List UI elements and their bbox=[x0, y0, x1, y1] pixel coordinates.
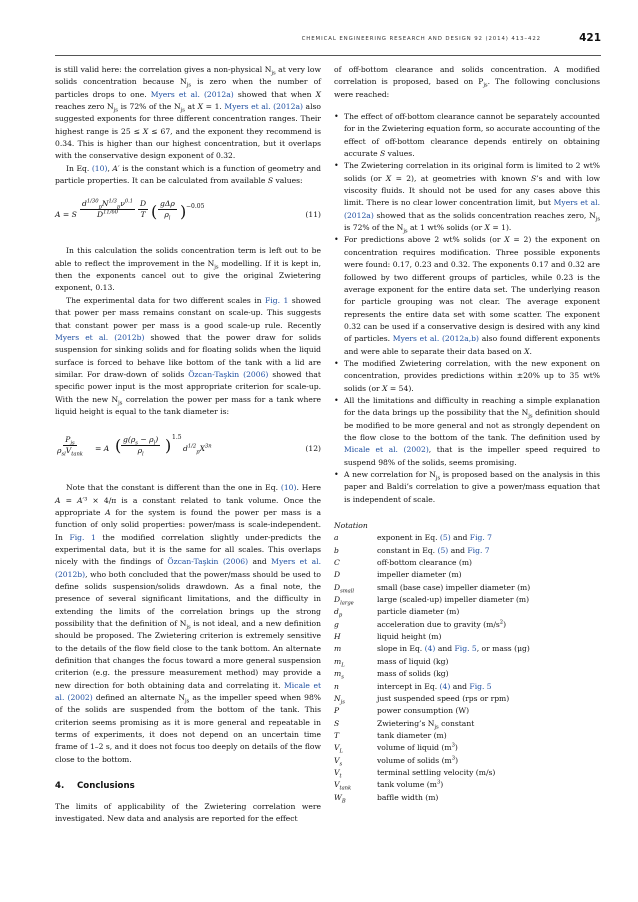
text-run: large (scaled-up) impeller diameter (m) bbox=[377, 595, 530, 605]
text-run: The Zwietering correlation in its original form is limited to 2 wt% solids (or bbox=[344, 161, 600, 183]
notation-row bbox=[334, 718, 600, 730]
text-run: small bbox=[340, 588, 355, 595]
text-run: of off-bottom clearance and solids concentration. A modified correlation is proposed, based on P bbox=[334, 65, 600, 87]
text-run: 3 bbox=[436, 779, 441, 786]
notation-symbol bbox=[334, 545, 377, 557]
paragraph bbox=[55, 64, 321, 163]
notation-row bbox=[334, 705, 600, 717]
text-run: , who both concluded that the power/mass should be used to define solids suspension/solids drawdown. As a final note, the presence of several significant limitations, and the difficulty in extending the limits of the correlation brings up the strong possibility that the definition of N bbox=[55, 569, 321, 629]
notation-definition bbox=[377, 569, 600, 581]
text-run: showed that specific power input is the most appropriate criterion for scale-up. With the new N bbox=[55, 369, 321, 404]
text-run: X bbox=[197, 102, 204, 112]
notation-symbol bbox=[334, 656, 377, 668]
list-item bbox=[334, 358, 600, 395]
text-run: js bbox=[403, 228, 408, 235]
text-run: defined an alternate N bbox=[92, 693, 185, 703]
text-run: = 1. bbox=[203, 102, 225, 112]
text-run: js bbox=[595, 216, 600, 223]
notation-symbol bbox=[334, 792, 377, 804]
text-run: X bbox=[504, 235, 510, 245]
text-run: constant in Eq. bbox=[377, 545, 438, 555]
text-run: The modified Zwietering correlation, with the new exponent on concentration, provides predictions within ±20% up to 35 wt% solids (or bbox=[344, 358, 600, 393]
eq12-equals-a: = A bbox=[95, 444, 110, 454]
text-run: , bbox=[107, 163, 113, 173]
text-run: and bbox=[450, 681, 470, 691]
text-run: slope in Eq. bbox=[377, 644, 425, 654]
citation-link[interactable]: Myers et al. (2012b) bbox=[55, 557, 321, 579]
text-run: S bbox=[530, 173, 537, 183]
text-run: js bbox=[435, 475, 441, 482]
text-run: off-bottom clearance (m) bbox=[377, 558, 473, 568]
text-run: exponent in Eq. bbox=[377, 533, 440, 543]
text-run: small (base case) impeller diameter (m) bbox=[377, 582, 531, 592]
list-item bbox=[334, 111, 600, 160]
text-run: correlation the power per mass for a tank where liquid height is equal to the tank diameter is: bbox=[55, 394, 322, 416]
citation-link[interactable]: Fig. 1 bbox=[69, 532, 96, 542]
eq11-exponent: −0.05 bbox=[186, 203, 205, 211]
text-run: js bbox=[118, 400, 123, 407]
notation-definition bbox=[377, 631, 600, 643]
notation-row bbox=[334, 755, 600, 767]
text-run: In Eq. bbox=[66, 163, 92, 173]
notation-symbol bbox=[334, 594, 377, 606]
notation-row bbox=[334, 730, 600, 742]
text-run: is the constant which is a function of geometry and particle properties. It can be calculated from available bbox=[55, 163, 321, 186]
text-run: m bbox=[334, 669, 342, 679]
equation-number: (12) bbox=[305, 444, 321, 454]
text-run: X bbox=[484, 223, 490, 233]
notation-symbol bbox=[334, 557, 377, 569]
equation-11 bbox=[55, 195, 321, 235]
text-run: is still valid here: the correlation gives a non-physical N bbox=[55, 65, 272, 74]
eq11-main-fraction: $\frac{d^{1/30}_pN^{1/3}_p\nu^{0.1}}{D^{11/60}}$ bbox=[82, 198, 134, 220]
citation-link[interactable]: Myers et al. (2012a) bbox=[150, 89, 234, 99]
text-run: D bbox=[334, 595, 341, 605]
notation-row bbox=[334, 693, 600, 705]
text-run: X bbox=[142, 126, 149, 136]
text-run: for the system is found the power per mass is a function of only solid properties: power/mass is scale-independent. In bbox=[55, 507, 321, 542]
notation-row bbox=[334, 656, 600, 668]
text-run: X bbox=[382, 383, 388, 393]
citation-link[interactable]: Fig. 1 bbox=[265, 295, 289, 305]
text-run: n bbox=[334, 681, 339, 691]
text-run: P bbox=[334, 706, 340, 716]
notation-symbol bbox=[334, 619, 377, 631]
text-run: at bbox=[184, 102, 198, 112]
text-run: just suspended speed (rps or rpm) bbox=[377, 693, 510, 703]
text-run: A′ bbox=[77, 495, 85, 505]
text-run: W bbox=[334, 792, 342, 802]
conclusions-list bbox=[334, 111, 600, 506]
text-run: the modified correlation slightly under-predicts the experimental data, but it is the same for all scales. This overlaps nicely with the findings of bbox=[55, 532, 321, 567]
text-run: T bbox=[334, 730, 340, 740]
text-run: . Here bbox=[296, 483, 321, 493]
eq12-paren-close: ) bbox=[165, 436, 172, 456]
notation-symbol bbox=[334, 742, 377, 754]
citation-link[interactable]: Myers et al. (2012a,b) bbox=[392, 334, 479, 344]
notation-symbol bbox=[334, 718, 377, 730]
text-run: values: bbox=[273, 176, 303, 186]
text-run: baffle width (m) bbox=[377, 792, 439, 802]
text-run: ) bbox=[454, 743, 458, 753]
text-run: mass of liquid (kg) bbox=[377, 656, 449, 666]
text-run: . bbox=[529, 346, 532, 356]
text-run: at 1 wt% solids (or bbox=[407, 223, 485, 233]
notation-row bbox=[334, 619, 600, 631]
text-run: ) bbox=[503, 619, 507, 629]
list-item bbox=[334, 234, 600, 357]
notation-definition bbox=[377, 718, 600, 730]
text-run: ) bbox=[440, 780, 444, 790]
text-run: and bbox=[448, 545, 468, 555]
citation-link[interactable]: Micale et al. (2002) bbox=[344, 445, 429, 455]
eq12-g-fraction: $\frac{g(\rho_s - \rho_l)}{\rho_l}$ bbox=[123, 435, 159, 458]
text-run: The effect of off-bottom clearance cannot be separately accounted for in the Zwietering equation form, so accurate accounting of the effect of off-bottom clearance depends entirely on obtaining accurate bbox=[344, 112, 600, 159]
notation-definition bbox=[377, 705, 600, 717]
notation-symbol bbox=[334, 755, 377, 767]
text-run: A bbox=[105, 507, 111, 517]
equation-12 bbox=[55, 426, 321, 472]
notation-definition bbox=[377, 742, 600, 754]
section-number: 4. bbox=[55, 781, 65, 792]
notation-symbol bbox=[334, 767, 377, 779]
text-run: intercept in Eq. bbox=[377, 681, 440, 691]
notation-title: Notation bbox=[334, 521, 368, 531]
text-run: js bbox=[113, 107, 118, 114]
notation-definition bbox=[377, 792, 600, 804]
citation-link[interactable]: Myers et al. (2012a) bbox=[344, 198, 600, 220]
notation-row bbox=[334, 779, 600, 791]
text-run: V bbox=[334, 780, 340, 790]
text-run: The limits of applicability of the Zwietering correlation were investigated. New data and analysis are reported for the effect bbox=[55, 801, 321, 823]
citation-link[interactable]: Fig. 7 bbox=[467, 545, 490, 555]
text-run: is zero when the number of particles drops to one. bbox=[55, 77, 321, 99]
text-run: js bbox=[434, 724, 439, 731]
text-run: is not ideal, and a new definition should be proposed. The Zwietering criterion is extremely sensitive to the details of the flow field close to the tank bottom. An alternate definition that changes the focus toward a more general suspension criterion (e.g. the pressure measurement method) may provide a new direction for both obtaining data and correlating it. bbox=[55, 619, 321, 690]
text-run: s bbox=[339, 761, 343, 768]
text-run: is 72% of the N bbox=[344, 223, 404, 233]
text-run: values. bbox=[385, 149, 415, 159]
eq12-lhs-fraction: $P_{js}$ $\rho_{sl}V_{tank}$ bbox=[57, 435, 83, 458]
text-run: power consumption (W) bbox=[377, 706, 470, 716]
text-run: particle diameter (m) bbox=[377, 607, 460, 617]
text-run: N bbox=[334, 693, 341, 703]
text-run: X bbox=[385, 173, 392, 183]
notation-definition bbox=[377, 730, 600, 742]
notation-definition bbox=[377, 693, 600, 705]
text-run: = 1). bbox=[489, 223, 512, 233]
text-run: 3 bbox=[451, 755, 456, 762]
text-run: js bbox=[186, 624, 191, 631]
text-run: The experimental data for two different scales in bbox=[66, 295, 266, 305]
text-run: large bbox=[340, 600, 354, 607]
notation-row bbox=[334, 532, 600, 544]
text-run: L bbox=[341, 662, 345, 669]
notation-definition bbox=[377, 643, 600, 655]
section-heading bbox=[55, 780, 321, 792]
text-run: = bbox=[60, 495, 78, 505]
paragraph bbox=[55, 482, 321, 766]
page-header bbox=[55, 32, 601, 50]
notation-row bbox=[334, 545, 600, 557]
text-run: js bbox=[186, 82, 192, 89]
list-item bbox=[334, 395, 600, 469]
notation-symbol bbox=[334, 643, 377, 655]
text-run: s bbox=[341, 674, 344, 681]
text-run: = 2), at geometries with known bbox=[391, 173, 531, 183]
text-run: js bbox=[340, 699, 345, 706]
list-item bbox=[334, 469, 600, 506]
notation-list bbox=[334, 532, 600, 804]
citation-link[interactable]: (5) bbox=[439, 533, 451, 543]
text-run: js bbox=[180, 107, 185, 114]
text-run: p bbox=[338, 612, 343, 619]
eq12-exponent: 1.5 bbox=[172, 434, 182, 442]
paragraph bbox=[55, 163, 321, 188]
text-run: B bbox=[341, 798, 346, 805]
eq11-g-fraction: gΔρ $\rho_l$ bbox=[160, 199, 175, 222]
text-run: showed that power per mass remains constant on scale-up. This suggests that constant power per mass is a good scale-up rule. Recently bbox=[55, 295, 321, 330]
text-run: ³ × 4/π is a constant related to tank volume. Once the appropriate bbox=[55, 495, 321, 517]
text-run: = 54). bbox=[387, 383, 414, 393]
text-run: reaches zero N bbox=[55, 102, 114, 112]
text-run: js bbox=[214, 264, 219, 271]
citation-link[interactable]: Özcan-Taşkin (2006) bbox=[167, 557, 249, 567]
notation-row bbox=[334, 767, 600, 779]
text-run: V bbox=[334, 755, 340, 765]
notation-row bbox=[334, 582, 600, 594]
text-run: and bbox=[450, 533, 470, 543]
text-run: m bbox=[334, 656, 342, 666]
notation-definition bbox=[377, 594, 600, 606]
notation-definition bbox=[377, 767, 600, 779]
equation-number: (11) bbox=[305, 210, 321, 220]
citation-link[interactable]: (4) bbox=[439, 681, 451, 691]
notation-symbol bbox=[334, 582, 377, 594]
notation-row bbox=[334, 631, 600, 643]
text-run: modelling. If it is kept in, then the exponents cancel out to give the original Zwietering exponent, 0.13. bbox=[55, 258, 321, 293]
eq12-paren-open: ( bbox=[115, 436, 122, 456]
text-run: X bbox=[315, 89, 321, 99]
text-run: A′ bbox=[112, 163, 120, 173]
header-rule bbox=[55, 55, 601, 56]
text-run: at very low solids concentration because N bbox=[55, 65, 321, 87]
text-run: 3 bbox=[451, 742, 455, 749]
citation-link[interactable]: Özcan-Taşkin (2006) bbox=[188, 369, 269, 379]
text-run: b bbox=[334, 545, 339, 555]
text-run: and bbox=[435, 644, 455, 654]
text-run: as the impeller speed when 98% of the solids are suspended from the bottom of the tank. This criterion seems promising as it is more general and repeatable in terms of experiments, it does not depend on an uncertain time frame of 1–2 s, and it does not focus too deeply on details of the flow close to the bottom. bbox=[55, 693, 321, 764]
notation-row bbox=[334, 569, 600, 581]
text-run: d bbox=[334, 607, 339, 617]
text-run: . The following conclusions were reached: bbox=[334, 77, 600, 99]
text-run: and bbox=[248, 557, 272, 567]
notation-row bbox=[334, 643, 600, 655]
citation-link[interactable]: (4) bbox=[424, 644, 436, 654]
citation-link[interactable]: (10) bbox=[91, 163, 108, 173]
text-run: showed that when bbox=[233, 89, 316, 99]
notation-definition bbox=[377, 545, 600, 557]
notation-definition bbox=[377, 668, 600, 680]
text-run: A new correlation for N bbox=[344, 470, 436, 479]
text-run: = 2) the exponent on concentration requires modification. Three possible exponents were found: 0.17, 0.23 and 0.32. The exponents 0.17 and 0.32 are followed by two different groups of particles, while 0.23 is the average exponent for the entire data set. The underlying reason for particle grouping was not clear. The average exponent represents the entire data set with some scatter. The exponent 0.32 can be used if a conservative design is desired with any kind of particles. bbox=[344, 235, 600, 344]
notation-definition bbox=[377, 619, 600, 631]
text-run: , or mass (μg) bbox=[476, 644, 530, 654]
citation-link[interactable]: Fig. 5 bbox=[454, 644, 477, 654]
notation-definition bbox=[377, 606, 600, 618]
paragraph bbox=[55, 245, 321, 294]
paragraph bbox=[55, 801, 321, 826]
notation-symbol bbox=[334, 693, 377, 705]
notation-symbol bbox=[334, 569, 377, 581]
eq11-paren-open: ( bbox=[151, 202, 158, 222]
page-number: 421 bbox=[579, 32, 601, 44]
notation-symbol bbox=[334, 606, 377, 618]
text-run: S bbox=[380, 149, 386, 159]
text-run: volume of solids (m bbox=[377, 755, 452, 765]
notation-symbol bbox=[334, 779, 377, 791]
text-run: mass of solids (kg) bbox=[377, 669, 449, 679]
text-run: For predictions above 2 wt% solids (or bbox=[344, 235, 505, 245]
text-run: is proposed based on the analysis in this paper and Baldi’s correlation to give a power/mass equation that is independent of scale. bbox=[344, 470, 600, 504]
text-run: t bbox=[339, 773, 342, 780]
text-run: D bbox=[334, 570, 341, 580]
text-run: A bbox=[55, 495, 61, 505]
notation-definition bbox=[377, 681, 600, 693]
text-run: , that is the impeller speed required to suspend 98% of the solids, seems promising. bbox=[344, 445, 600, 467]
text-run: impeller diameter (m) bbox=[377, 570, 462, 580]
notation-row bbox=[334, 594, 600, 606]
journal-running-title: CHEMICAL ENGINEERING RESEARCH AND DESIGN 92 (2014) 413–422 bbox=[301, 36, 541, 42]
right-column bbox=[334, 64, 600, 804]
text-run: also found different exponents and were able to separate their data based on bbox=[344, 334, 600, 356]
notation-symbol bbox=[334, 681, 377, 693]
notation-row bbox=[334, 606, 600, 618]
citation-link[interactable]: Fig. 7 bbox=[469, 533, 493, 543]
citation-link[interactable]: Micale et al. (2002) bbox=[55, 680, 321, 703]
text-run: js bbox=[528, 413, 533, 420]
notation-symbol bbox=[334, 730, 377, 742]
eq11-d-over-t: $\frac{D}{T}$ bbox=[140, 199, 147, 220]
notation-row bbox=[334, 742, 600, 754]
text-run: js bbox=[184, 698, 190, 705]
paragraph bbox=[55, 295, 321, 418]
text-run: 2 bbox=[499, 619, 504, 626]
text-run: js bbox=[271, 70, 276, 77]
notation-definition bbox=[377, 755, 600, 767]
text-run: Note that the constant is different than the one in Eq. bbox=[66, 483, 281, 493]
text-run: In this calculation the solids concentration term is left out to be able to reflect the improvement in the N bbox=[55, 246, 321, 268]
citation-link[interactable]: (5) bbox=[437, 545, 449, 555]
eq11-lhs: A = S bbox=[55, 210, 77, 220]
citation-link[interactable]: (10) bbox=[280, 483, 297, 493]
citation-link[interactable]: Fig. 5 bbox=[469, 681, 492, 691]
text-run: tank bbox=[339, 785, 352, 792]
text-run: liquid height (m) bbox=[377, 632, 442, 642]
notation-row bbox=[334, 792, 600, 804]
text-run: ) bbox=[455, 755, 459, 765]
text-run: ’s and with low viscosity fluids. It should not be used for any cases above this limit. There is no clear lower concentration limit, but bbox=[344, 173, 601, 208]
text-run: S bbox=[334, 718, 340, 728]
text-run: H bbox=[334, 632, 341, 642]
left-column bbox=[55, 64, 321, 825]
text-run: js bbox=[483, 82, 488, 89]
text-run: is 72% of the N bbox=[117, 102, 181, 112]
text-run: showed that the power draw for solids suspension for sinking solids and for floating solids when the liquid surface is forced to behave like bottom of the tank with a lid are similar. For draw-down of solids bbox=[55, 332, 322, 379]
text-run: volume of liquid (m bbox=[377, 743, 452, 753]
text-run: g bbox=[334, 619, 339, 629]
text-run: V bbox=[334, 767, 340, 777]
text-run: also suggested exponents for three different concentration ranges. Their highest range is 25 ≤ bbox=[55, 102, 321, 136]
text-run: definition should be modified to be more general and not as strongly dependent on the flow close to the bottom of the tank. The definition used by bbox=[344, 408, 600, 442]
eq11-paren-close: ) bbox=[180, 202, 187, 222]
notation-symbol bbox=[334, 668, 377, 680]
notation-symbol bbox=[334, 631, 377, 643]
text-run: Zwietering’s N bbox=[377, 718, 435, 728]
eq12-rhs: $d^{1/2}_pX^{3n}$ bbox=[183, 443, 212, 456]
notation-row bbox=[334, 681, 600, 693]
section-title: Conclusions bbox=[77, 781, 135, 792]
citation-link[interactable]: Myers et al. (2012a) bbox=[224, 102, 303, 112]
text-run: tank volume (m bbox=[377, 780, 437, 790]
text-run: tank diameter (m) bbox=[377, 730, 447, 740]
notation-row bbox=[334, 668, 600, 680]
text-run: V bbox=[334, 743, 340, 753]
text-run: showed that as the solids concentration reaches zero, N bbox=[373, 210, 596, 220]
text-run: acceleration due to gravity (m/s bbox=[377, 619, 500, 629]
text-run: All the limitations and difficulty in reaching a simple explanation for the data brings up the possibility that the N bbox=[344, 395, 600, 418]
notation-row bbox=[334, 557, 600, 569]
notation-symbol bbox=[334, 705, 377, 717]
text-run: terminal settling velocity (m/s) bbox=[377, 767, 496, 777]
citation-link[interactable]: Myers et al. (2012b) bbox=[55, 332, 145, 342]
text-run: L bbox=[339, 748, 343, 755]
notation-symbol bbox=[334, 532, 377, 544]
text-run: ≤ 67, and the exponent they recommend is 0.34. This is higher than our highest concentration, but it overlaps with the conservative design exponent of 0.32. bbox=[55, 126, 321, 161]
text-run: X bbox=[524, 346, 530, 356]
text-run: m bbox=[334, 644, 342, 654]
text-run: C bbox=[334, 558, 340, 568]
notation-definition bbox=[377, 582, 600, 594]
text-run: S bbox=[267, 176, 274, 186]
text-run: constant bbox=[438, 718, 475, 728]
text-run: D bbox=[334, 582, 341, 592]
notation-definition bbox=[377, 532, 600, 544]
text-run: a bbox=[334, 533, 339, 543]
notation-definition bbox=[377, 656, 600, 668]
list-item bbox=[334, 160, 600, 234]
notation-definition bbox=[377, 779, 600, 791]
paragraph bbox=[334, 64, 600, 101]
notation-definition bbox=[377, 557, 600, 569]
